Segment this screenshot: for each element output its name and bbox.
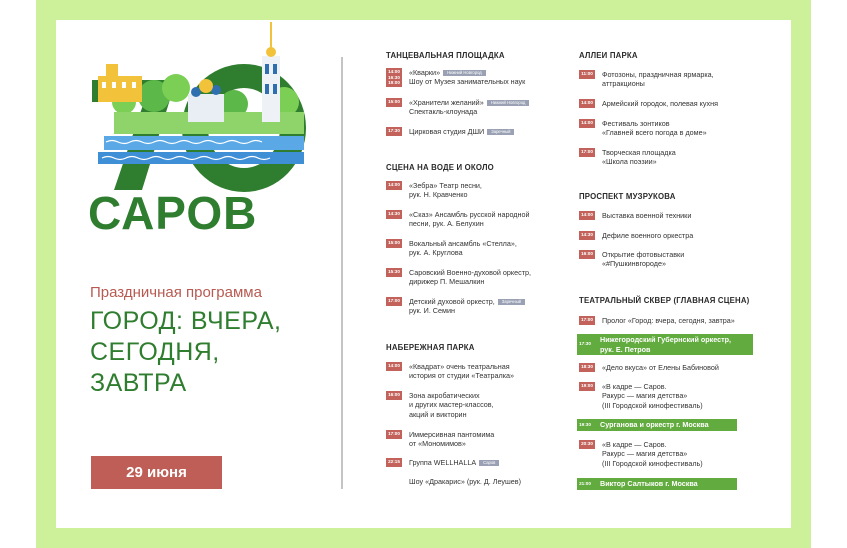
event-time: 15:00 <box>386 98 402 107</box>
event-item <box>579 382 703 410</box>
event-item <box>386 297 525 316</box>
location-tag: Нижний Новгород <box>487 100 530 106</box>
event-description: Зона акробатических и других мастер-классов, акций и викторин <box>409 391 494 419</box>
section-theatre <box>579 296 749 305</box>
bell-tower <box>262 56 280 122</box>
event-description: Иммерсивная пантомима от «Мономимов» <box>409 430 495 449</box>
event-description: «Зебра» Театр песни, рук. Н. Кравченко <box>409 181 482 200</box>
event-item <box>386 181 482 200</box>
section-title: АЛЛЕИ ПАРКА <box>579 51 638 60</box>
event-time: 17:30 <box>579 341 591 346</box>
event-item <box>386 210 529 229</box>
event-description: «Дело вкуса» от Елены Бабиновой <box>602 363 719 372</box>
section-title: ТАНЦЕВАЛЬНАЯ ПЛОЩАДКА <box>386 51 505 60</box>
event-time: 21:00 <box>579 480 591 486</box>
location-tag: Нижний Новгород <box>443 70 486 76</box>
event-item <box>579 440 703 468</box>
event-description: Армейский городок, полевая кухня <box>602 99 718 108</box>
event-time: 15:00 <box>386 239 402 248</box>
event-time: 17:00 <box>386 297 402 306</box>
event-description: Пролог «Город: вчера, сегодня, завтра» <box>602 316 735 325</box>
program-title-line: ГОРОД: ВЧЕРА, <box>90 307 282 335</box>
program-label: Праздничная программа <box>90 284 262 301</box>
event-description: Сурганова и оркестр г. Москва <box>600 420 709 430</box>
event-item <box>386 391 494 419</box>
yellow-building <box>98 76 142 102</box>
event-time: 19:00 <box>579 382 595 391</box>
event-description: Шоу «Дракарис» (рук. Д. Леушев) <box>409 477 521 486</box>
section-water <box>386 163 494 172</box>
section-title: ПРОСПЕКТ МУЗРУКОВА <box>579 192 676 201</box>
event-description: Творческая площадка «Школа поэзии» <box>602 148 676 167</box>
event-item <box>579 250 684 269</box>
event-description: Фотозоны, праздничная ярмарка, аттракционы <box>602 70 714 89</box>
event-time: 17:00 <box>579 316 595 325</box>
event-time: 14:00 <box>386 362 402 371</box>
location-tag: Заречный <box>487 129 514 135</box>
event-time <box>386 477 402 486</box>
date-badge: 29 июня <box>91 456 222 489</box>
section-title: СЦЕНА НА ВОДЕ И ОКОЛО <box>386 163 494 172</box>
column-divider <box>341 57 343 489</box>
event-item-highlighted <box>577 419 737 431</box>
event-item <box>579 316 735 325</box>
event-time: 17:00 <box>386 430 402 439</box>
event-description: «Сказ» Ансамбль русской народной песни, рук. А. Белухин <box>409 210 530 229</box>
event-item <box>386 362 514 381</box>
event-description: «Хранители желаний» Нижний Новгород Спектакль-клоунада <box>409 98 529 117</box>
event-time: 16:00 <box>579 250 595 259</box>
event-time: 14:00 <box>386 181 402 190</box>
event-item-highlighted <box>577 334 753 355</box>
program-title <box>90 306 330 399</box>
event-description: Нижегородский Губернский оркестр, рук. Е. Петров <box>600 335 732 354</box>
event-time: 22:15 <box>386 458 402 467</box>
event-item <box>579 70 714 89</box>
event-description: «Кварки» Нижний Новгород Шоу от Музея занимательных наук <box>409 68 526 87</box>
church-building <box>188 94 224 122</box>
event-description: Дефиле военного оркестра <box>602 231 694 240</box>
event-time: 11:00 <box>579 70 595 79</box>
event-description: Виктор Салтыков г. Москва <box>600 479 698 489</box>
event-item <box>386 268 531 287</box>
event-description: Группа WELLHALLA Саров <box>409 458 499 467</box>
event-item <box>579 119 707 138</box>
section-alleys <box>579 51 638 60</box>
event-description: Детский духовой оркестр, Заречный рук. И. Семин <box>409 297 525 316</box>
event-description: Открытие фотовыставки «#Пушкинвгороде» <box>602 250 685 269</box>
event-description: «В кадре — Саров. Ракурс — магия детства» (III Городской кинофестиваль) <box>602 382 703 410</box>
event-item-highlighted <box>577 478 737 490</box>
event-description: «В кадре — Саров. Ракурс — магия детства» (III Городской кинофестиваль) <box>602 440 703 468</box>
section-title: НАБЕРЕЖНАЯ ПАРКА <box>386 343 475 352</box>
event-item <box>579 231 693 240</box>
event-time: 17:00 <box>579 148 595 157</box>
event-time: 14:30 <box>386 210 402 219</box>
event-description: Вокальный ансамбль «Стелла», рук. А. Круглова <box>409 239 517 258</box>
event-item <box>386 68 525 87</box>
program-title-line: СЕГОДНЯ, <box>90 338 220 366</box>
event-time: 14:00 <box>579 211 595 220</box>
event-item <box>386 458 499 467</box>
location-tag: Заречный <box>498 299 525 305</box>
city-title: САРОВ <box>88 187 258 239</box>
program-title-line: ЗАВТРА <box>90 369 187 397</box>
event-time: 14:00 <box>579 99 595 108</box>
event-description: Фестиваль зонтиков «Главней всего погода в доме» <box>602 119 707 138</box>
event-item <box>386 127 514 136</box>
event-description: Цирковая студия ДШИ Заречный <box>409 127 514 136</box>
section-title: ТЕАТРАЛЬНЫЙ СКВЕР (ГЛАВНАЯ СЦЕНА) <box>579 296 750 305</box>
event-time: 14:00 <box>579 119 595 128</box>
event-item <box>386 430 494 449</box>
event-item <box>386 98 529 117</box>
event-item <box>386 239 517 258</box>
event-item <box>579 148 676 167</box>
event-time: 17:30 <box>386 127 402 136</box>
event-item <box>579 363 719 372</box>
event-time: 20:30 <box>579 440 595 449</box>
event-item <box>579 211 691 220</box>
event-time: 16:00 <box>386 391 402 400</box>
section-muzrukov <box>579 192 676 201</box>
event-time: 14:00 16:30 19:00 <box>386 68 402 87</box>
location-tag: Саров <box>479 460 499 466</box>
event-description: «Квадрат» очень театральная история от студии «Театралка» <box>409 362 514 381</box>
section-embankment <box>386 343 475 352</box>
event-item <box>579 99 718 108</box>
event-time: 18:30 <box>579 363 595 372</box>
event-description: Выставка военной техники <box>602 211 692 220</box>
section-dance <box>386 51 505 60</box>
event-time: 19:30 <box>579 421 591 427</box>
event-description: Саровский Военно-духовой оркестр, дирижер П. Мешалкин <box>409 268 532 287</box>
event-time: 15:30 <box>386 268 402 277</box>
event-item <box>386 477 521 486</box>
event-time: 14:30 <box>579 231 595 240</box>
